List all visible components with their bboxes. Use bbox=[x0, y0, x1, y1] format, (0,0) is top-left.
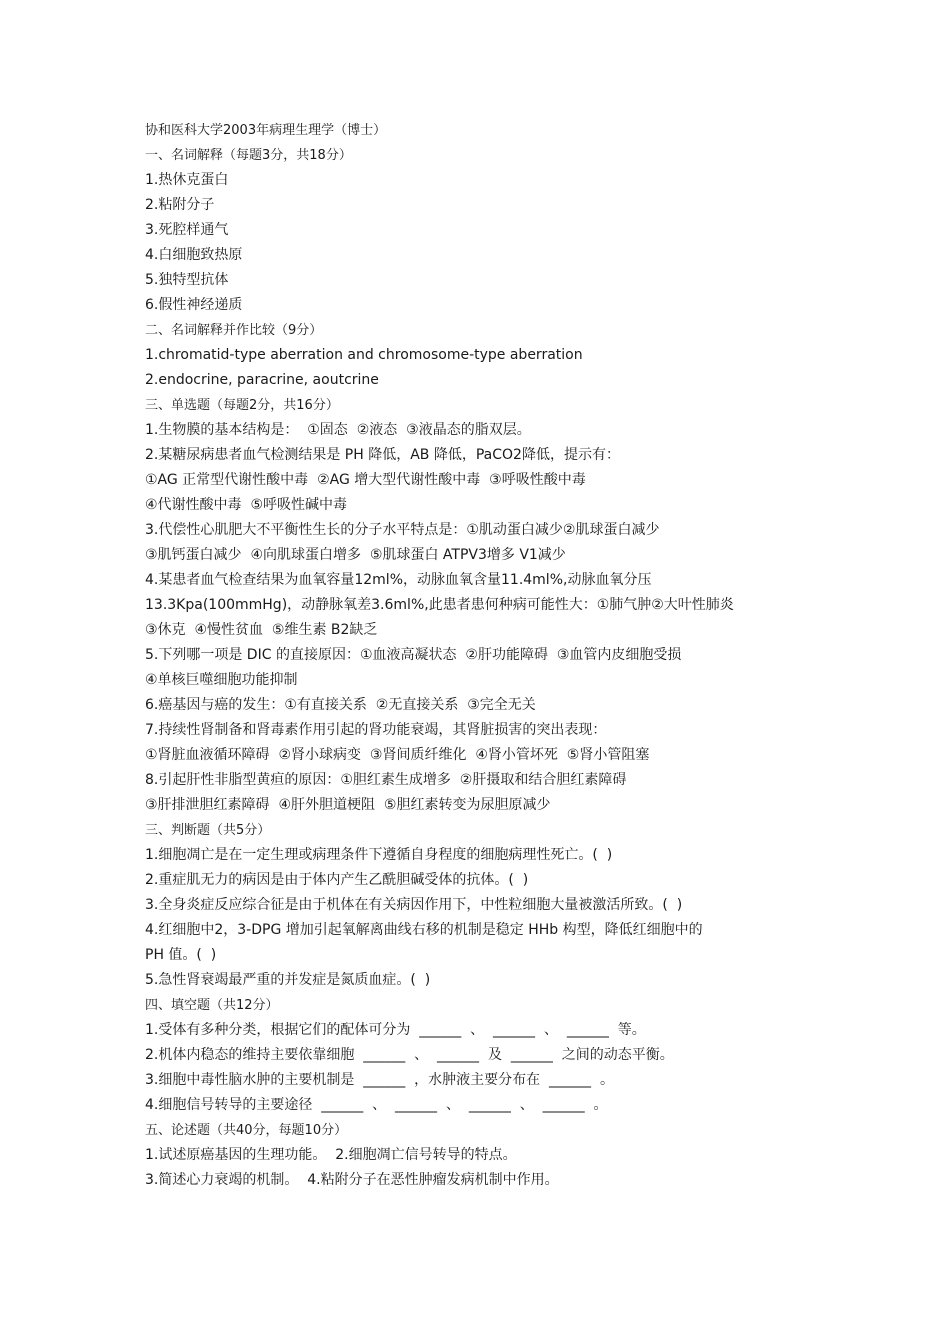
text-line: 3.死腔样通气 bbox=[145, 222, 229, 238]
text-line: ④代谢性酸中毒 ⑤呼吸性碱中毒 bbox=[145, 497, 348, 513]
text-line: 1.细胞凋亡是在一定生理或病理条件下遵循自身程度的细胞病理性死亡。( ) bbox=[145, 847, 613, 863]
text-line: 1.生物膜的基本结构是： ①固态 ②液态 ③液晶态的脂双层。 bbox=[145, 422, 531, 438]
text-line: ①AG 正常型代谢性酸中毒 ②AG 增大型代谢性酸中毒 ③呼吸性酸中毒 bbox=[145, 472, 586, 488]
text-line: ③肌钙蛋白减少 ④向肌球蛋白增多 ⑤肌球蛋白 ATPV3增多 V1减少 bbox=[145, 547, 566, 563]
section-heading: 一、名词解释（每题3分，共18分） bbox=[145, 148, 352, 163]
section-heading: 五、论述题（共40分，每题10分） bbox=[145, 1123, 348, 1138]
text-line: 4.某患者血气检查结果为血氧容量12ml%，动脉血氧含量11.4ml%,动脉血氧分压 bbox=[145, 572, 652, 588]
section-heading: 三、判断题（共5分） bbox=[145, 823, 271, 838]
text-line: 1.受体有多种分类，根据它们的配体可分为 ______ 、 ______ 、 ______ 等。 bbox=[145, 1022, 646, 1038]
text-line: 5.下列哪一项是 DIC 的直接原因：①血液高凝状态 ②肝功能障碍 ③血管内皮细胞受损 bbox=[145, 647, 682, 663]
text-line: 3.代偿性心肌肥大不平衡性生长的分子水平特点是：①肌动蛋白减少②肌球蛋白减少 bbox=[145, 522, 660, 538]
text-line: 2.endocrine, paracrine, aoutcrine bbox=[145, 372, 379, 388]
text-line: ③休克 ④慢性贫血 ⑤维生素 B2缺乏 bbox=[145, 622, 378, 638]
text-line: 3.细胞中毒性脑水肿的主要机制是 ______ ，水肿液主要分布在 ______ 。 bbox=[145, 1072, 614, 1088]
text-line: 1.chromatid-type aberration and chromosome-type aberration bbox=[145, 347, 583, 363]
document-title: 协和医科大学2003年病理生理学（博士） bbox=[145, 123, 387, 138]
section-heading: 二、名词解释并作比较（9分） bbox=[145, 323, 323, 338]
text-line: ④单核巨噬细胞功能抑制 bbox=[145, 672, 298, 688]
text-line: 5.独特型抗体 bbox=[145, 272, 229, 288]
text-line: 3.简述心力衰竭的机制。 4.粘附分子在恶性肿瘤发病机制中作用。 bbox=[145, 1172, 559, 1188]
text-line: PH 值。( ) bbox=[145, 947, 217, 963]
text-line: 2.某糖尿病患者血气检测结果是 PH 降低，AB 降低，PaCO2降低，提示有： bbox=[145, 447, 620, 463]
text-line: ①肾脏血液循环障碍 ②肾小球病变 ③肾间质纤维化 ④肾小管坏死 ⑤肾小管阻塞 bbox=[145, 747, 650, 763]
document-body bbox=[145, 143, 925, 1193]
text-line: 2.机体内稳态的维持主要依靠细胞 ______ 、 ______ 及 ______ 之间的动态平衡。 bbox=[145, 1047, 674, 1063]
section-heading: 四、填空题（共12分） bbox=[145, 998, 279, 1013]
section-heading: 三、单选题（每题2分，共16分） bbox=[145, 398, 339, 413]
text-line: 13.3Kpa(100mmHg)，动静脉氧差3.6ml%,此患者患何种病可能性大：①肺气肿②大叶性肺炎 bbox=[145, 597, 734, 613]
text-line: 4.红细胞中2，3-DPG 增加引起氧解离曲线右移的机制是稳定 HHb 构型，降低红细胞中的 bbox=[145, 922, 703, 938]
text-line: 4.白细胞致热原 bbox=[145, 247, 243, 263]
text-line: 6.癌基因与癌的发生：①有直接关系 ②无直接关系 ③完全无关 bbox=[145, 697, 536, 713]
text-line: 2.粘附分子 bbox=[145, 197, 215, 213]
text-line: 1.试述原癌基因的生理功能。 2.细胞凋亡信号转导的特点。 bbox=[145, 1147, 517, 1163]
text-line: 4.细胞信号转导的主要途径 ______ 、 ______ 、 ______ 、 ______ 。 bbox=[145, 1097, 608, 1113]
text-line: 7.持续性肾制备和肾毒素作用引起的肾功能衰竭，其肾脏损害的突出表现： bbox=[145, 722, 607, 738]
exam-document bbox=[145, 118, 925, 1193]
text-line: 2.重症肌无力的病因是由于体内产生乙酰胆碱受体的抗体。( ) bbox=[145, 872, 529, 888]
text-line: ③肝排泄胆红素障碍 ④肝外胆道梗阻 ⑤胆红素转变为尿胆原减少 bbox=[145, 797, 551, 813]
text-line: 1.热休克蛋白 bbox=[145, 172, 229, 188]
text-line: 6.假性神经递质 bbox=[145, 297, 243, 313]
text-line: 3.全身炎症反应综合征是由于机体在有关病因作用下，中性粒细胞大量被激活所致。( ) bbox=[145, 897, 683, 913]
text-line: 5.急性肾衰竭最严重的并发症是氮质血症。( ) bbox=[145, 972, 431, 988]
text-line: 8.引起肝性非脂型黄疸的原因：①胆红素生成增多 ②肝摄取和结合胆红素障碍 bbox=[145, 772, 627, 788]
